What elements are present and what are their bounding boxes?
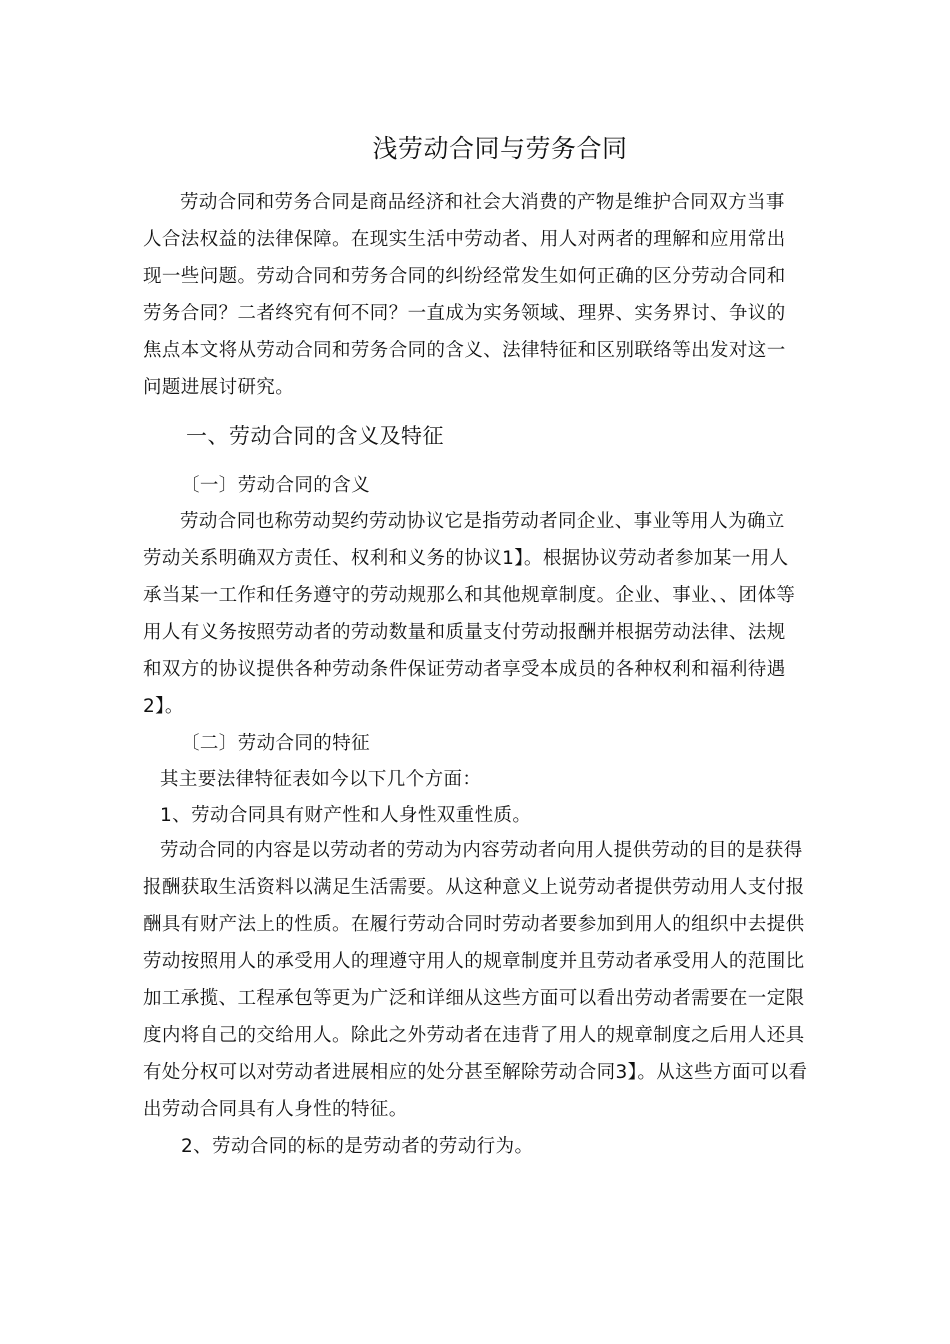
point-heading: 2、劳动合同的标的是劳动者的劳动行为。 bbox=[181, 1136, 534, 1157]
definition-paragraph: 劳动合同也称劳动契约劳动协议它是指劳动者同企业、事业等用人为确立劳动关系明确双方责任、权利和义务的协议1】。根据协议劳动者参加某一用人承当某一工作和任务遵守的劳动规那么和其他规章制度。企业、事业、、团体等用人有义务按照劳动者的劳动数量和质量支付劳动报酬并根据劳动法律、法规和双方的协议提供各种劳动条件保证劳动者享受本成员的各种权利和福利待遇2】。 bbox=[143, 511, 796, 717]
subsection-heading: 〔一〕劳动合同的含义 bbox=[181, 475, 371, 496]
section-heading: 一、劳动合同的含义及特征 bbox=[186, 424, 444, 448]
intro-paragraph: 劳动合同和劳务合同是商品经济和社会大消费的产物是维护合同双方当事人合法权益的法律保障。在现实生活中劳动者、用人对两者的理解和应用常出现一些问题。劳动合同和劳务合同的纠纷经常发生如何正确的区分劳动合同和劳务合同？二者终究有何不同？一直成为实务领域、理界、实务界讨、争议的焦点本文将从劳动合同和劳务合同的含义、法律特征和区别联络等出发对这一问题进展讨研究。 bbox=[143, 192, 786, 398]
feature-paragraph: 劳动合同的内容是以劳动者的劳动为内容劳动者向用人提供劳动的目的是获得报酬获取生活资料以满足生活需要。从这种意义上说劳动者提供劳动用人支付报酬具有财产法上的性质。在履行劳动合同时劳动者要参加到用人的组织中去提供劳动按照用人的承受用人的理遵守用人的规章制度并且劳动者承受用人的范围比加工承揽、工程承包等更为广泛和详细从这些方面可以看出劳动者需要在一定限度内将自己的交给用人。除此之外劳动者在违背了用人的规章制度之后用人还具有处分权可以对劳动者进展相应的处分甚至解除劳动合同3】。从这些方面可以看出劳动合同具有人身性的特征。 bbox=[143, 840, 808, 1120]
subsection-heading: 〔二〕劳动合同的特征 bbox=[181, 733, 371, 754]
document-title: 浅劳动合同与劳务合同 bbox=[372, 134, 628, 163]
lead-sentence: 其主要法律特征表如今以下几个方面： bbox=[160, 769, 482, 790]
point-heading: 1、劳动合同具有财产性和人身性双重性质。 bbox=[160, 805, 532, 826]
